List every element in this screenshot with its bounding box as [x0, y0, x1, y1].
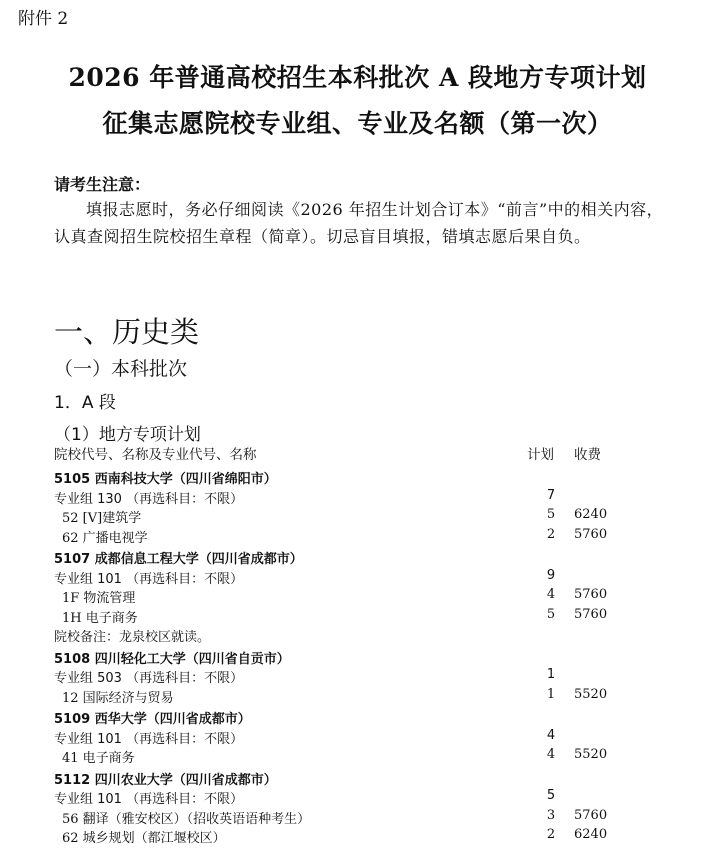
table-row-note — [0, 626, 715, 646]
document-title-line-1: 2026 年普通高校招生本科批次 A 段地方专项计划 — [68, 63, 647, 92]
table-row-major — [0, 827, 715, 847]
table-row-group — [0, 568, 715, 588]
column-header-plan: 计划 — [527, 447, 554, 463]
table-row-group — [0, 728, 715, 748]
table-row-school — [0, 468, 715, 488]
table-row-school — [0, 708, 715, 728]
plan-count: 5 — [546, 507, 556, 522]
column-header-name: 院校代号、名称及专业代号、名称 — [54, 447, 257, 463]
school-name: 5107 成都信息工程大学（四川省成都市） — [54, 552, 303, 567]
attachment-label: 附件 2 — [18, 9, 69, 29]
notice-text: 填报志愿时，务必仔细阅读《2026 年招生计划合订本》“前言”中的相关内容，认真查阅招生院校招生章程（简章）。切忌盲目填报，错填志愿后果自负。 — [54, 200, 664, 246]
fee-amount: 6240 — [574, 827, 608, 842]
school-name: 5105 西南科技大学（四川省绵阳市） — [54, 472, 277, 487]
major-name: 62 广播电视学 — [62, 530, 148, 546]
plan-count: 9 — [546, 567, 556, 583]
table-row-school — [0, 648, 715, 668]
section-heading-local-plan: （1）地方专项计划 — [54, 425, 201, 445]
group-name: 专业组 503 （再选科目：不限） — [54, 671, 244, 686]
fee-amount: 6240 — [574, 507, 608, 522]
school-name: 5112 四川农业大学（四川省成都市） — [54, 772, 277, 788]
fee-amount: 5520 — [574, 747, 608, 762]
major-name: 1H 电子商务 — [62, 610, 138, 626]
table-row-major — [0, 687, 715, 707]
school-name: 5109 西华大学（四川省成都市） — [54, 712, 251, 727]
table-row-group — [0, 788, 715, 808]
fee-amount: 5760 — [574, 526, 608, 542]
document-title-line-2: 征集志愿院校专业组、专业及名额（第一次） — [102, 109, 613, 138]
major-name: 62 城乡规划（都江堰校区） — [62, 831, 226, 846]
plan-count: 1 — [546, 667, 556, 682]
fee-amount: 5520 — [574, 686, 608, 702]
table-row-major — [0, 587, 715, 607]
plan-count: 5 — [546, 606, 556, 622]
plan-table — [0, 468, 715, 847]
group-name: 专业组 101 （再选科目：不限） — [54, 792, 244, 807]
plan-count: 2 — [546, 827, 556, 842]
plan-count: 4 — [546, 727, 556, 743]
table-row-group — [0, 667, 715, 687]
note-name: 院校备注：龙泉校区就读。 — [54, 630, 211, 645]
plan-count: 3 — [546, 807, 556, 823]
table-row-school — [0, 548, 715, 568]
section-heading-a-segment: 1．A 段 — [54, 393, 116, 413]
fee-amount: 5760 — [574, 606, 608, 622]
fee-amount: 5760 — [574, 587, 608, 602]
table-row-major — [0, 808, 715, 828]
fee-amount: 5760 — [574, 807, 608, 823]
plan-count: 4 — [546, 747, 556, 762]
plan-count: 4 — [546, 587, 556, 602]
column-header-fee: 收费 — [574, 447, 601, 463]
table-row-school — [0, 769, 715, 789]
table-row-major — [0, 747, 715, 767]
major-name: 1F 物流管理 — [62, 591, 136, 606]
plan-count: 2 — [546, 526, 556, 542]
group-name: 专业组 101 （再选科目：不限） — [54, 571, 244, 587]
table-row-major — [0, 507, 715, 527]
group-name: 专业组 101 （再选科目：不限） — [54, 731, 244, 747]
plan-count: 5 — [546, 788, 556, 803]
plan-count: 1 — [546, 686, 556, 702]
major-name: 41 电子商务 — [62, 751, 135, 766]
major-name: 12 国际经济与贸易 — [62, 690, 174, 706]
major-name: 52 [V]建筑学 — [62, 511, 142, 526]
table-row-group — [0, 488, 715, 508]
notice-label: 请考生注意： — [54, 175, 151, 194]
plan-count: 7 — [546, 487, 556, 503]
table-row-major — [0, 527, 715, 547]
school-name: 5108 四川轻化工大学（四川省自贡市） — [54, 651, 290, 667]
major-name: 56 翻译（雅安校区）（招收英语语种考生） — [62, 811, 311, 827]
section-heading-undergraduate: （一）本科批次 — [54, 358, 188, 380]
section-heading-history: 一、历史类 — [54, 315, 200, 349]
table-row-major — [0, 607, 715, 627]
group-name: 专业组 130 （再选科目：不限） — [54, 491, 244, 507]
